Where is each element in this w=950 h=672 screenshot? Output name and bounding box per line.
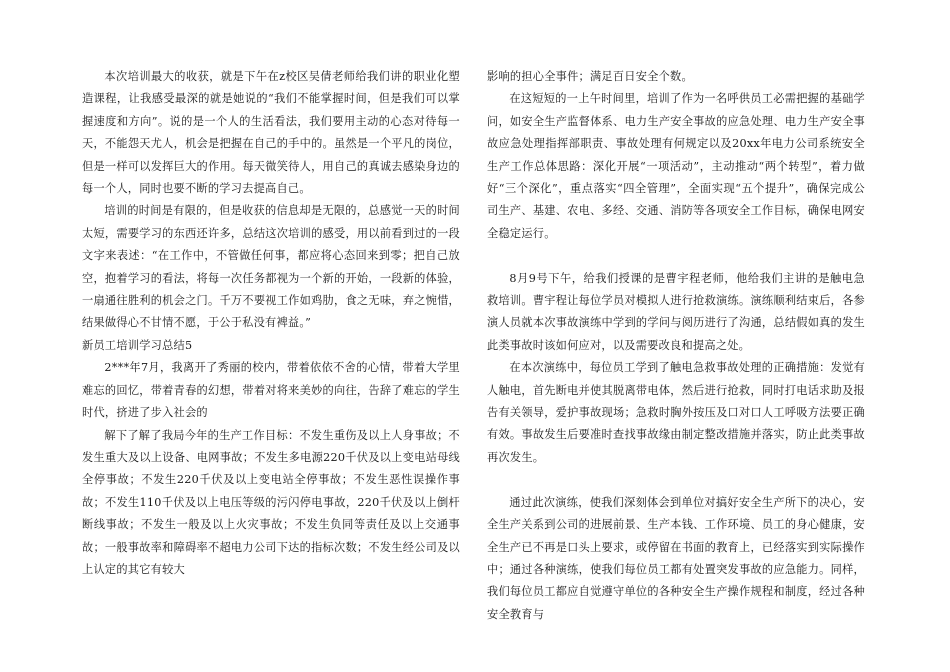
right-paragraph-drill-measures: 在本次演练中，每位员工学到了触电急救事故处理的正确措施：发觉有人触电，首先断电并使其脱离带电体，然后进行抢救，同时打电话求助及报告有关领导，爱护事故现场；急救时胸外按压及口对口人工呼吸方法要正确有效。事故发生后要准时查找事故缘由制定整改措施并落实，防止此类事故再次发生。 — [487, 361, 865, 464]
right-paragraph-morning-training: 在这短短的一上午时间里，培训了作为一名呼供员工必需把握的基础学问，如安全生产监督体系、电力生产安全事故的应急处理、电力生产安全事故应急处理指挥部职责、事故处理有何规定以及20xx年电力公司系统安全生产工作总体思路：深化开展“一项活动”，主动推动“两个转型”，着力做好“三个深化”，重点落实“四全管理”，全面实现“五个提升”，确保完成公司生产、基建、农电、多经、交通、消防等各项安全工作目标，确保电网安全稳定运行。 — [487, 92, 865, 240]
left-paragraph-limited-time: 培训的时间是有限的，但是收获的信息却是无限的，总感觉一天的时间太短，需要学习的东西还许多，总结这次培训的感受，用以前看到过的一段文字来表述：“在工作中，不管做任何事，都应将心态回来到零；把自己放空，抱着学习的看法，将每一次任务都视为一个新的开始，一段新的体验，一扇通往胜利的机会之门。千万不要视工作如鸡肋，食之无味，弃之惋惜，结果做得心不甘情不愿，于公于私没有裨益。” — [82, 204, 460, 330]
left-paragraph-training-harvest: 本次培训最大的收获，就是下午在z校区吴倩老师给我们讲的职业化塑造课程，让我感受最深的就是她说的“我们不能掌握时间，但是我们可以掌握速度和方向”。说的是一个人的生活看法，我们要用主动的心态对待每一天，不能怨天尤人，机会是把握在自己的手中的。虽然是一个平凡的岗位，但是一样可以发挥巨大的作用。每天微笑待人，用自己的真诚去感染身边的每一个人，同时也要不断的学习去提高自己。 — [82, 70, 460, 196]
right-column — [487, 66, 865, 626]
paragraph-spacer — [487, 469, 865, 491]
left-paragraph-production-goals: 解下了解了我局今年的生产工作目标：不发生重伤及以上人身事故；不发生重大及以上设备、电网事故；不发生多电源220千伏及以上变电站母线全停事故；不发生220千伏及以上变电站全停事故；不发生恶性误操作事故；不发生110千伏及以上电压等级的污闪停电事故，220千伏及以上倒杆断线事故；不发生一般及以上火灾事故；不发生负同等责任及以上交通事故；一般事故率和障碍率不超电力公司下达的指标次数；不发生经公司及以上认定的其它有较大 — [82, 428, 460, 576]
right-paragraph-first-aid: 8月9号下午，给我们授课的是曹宇程老师，他给我们主讲的是触电急救培训。曹宇程让每位学员对模拟人进行抢救演练。演练顺利结束后，各参演人员就本次事故演练中学到的学问与阅历进行了沟通，总结假如真的发生此类事故时该如何应对，以及需要改良和提高之处。 — [487, 271, 865, 352]
left-paragraph-leaving-school: 2***年7月，我离开了秀丽的校内，带着依依不舍的心情，带着大学里难忘的回忆，带着青春的幻想，带着对将来美妙的向往，告辞了难忘的学生时代，挤进了步入社会的 — [82, 361, 460, 420]
right-paragraph-continuation: 影响的担心全事件；满足百日安全个数。 — [487, 70, 693, 83]
paragraph-spacer — [487, 245, 865, 267]
left-column — [82, 66, 460, 581]
right-paragraph-drill-reflection: 通过此次演练，使我们深刻体会到单位对搞好安全生产所下的决心，安全生产关系到公司的进展前景、生产本钱、工作环境、员工的身心健康，安全生产已不再是口头上要求，或停留在书面的教育上，已经落实到实际操作中；通过各种演练，使我们每位员工都有处置突发事故的应急能力。同样，我们每位员工都应自觉遵守单位的各种安全生产操作规程和制度，经过各种安全教育与 — [487, 495, 865, 621]
section-heading: 新员工培训学习总结5 — [82, 338, 193, 352]
